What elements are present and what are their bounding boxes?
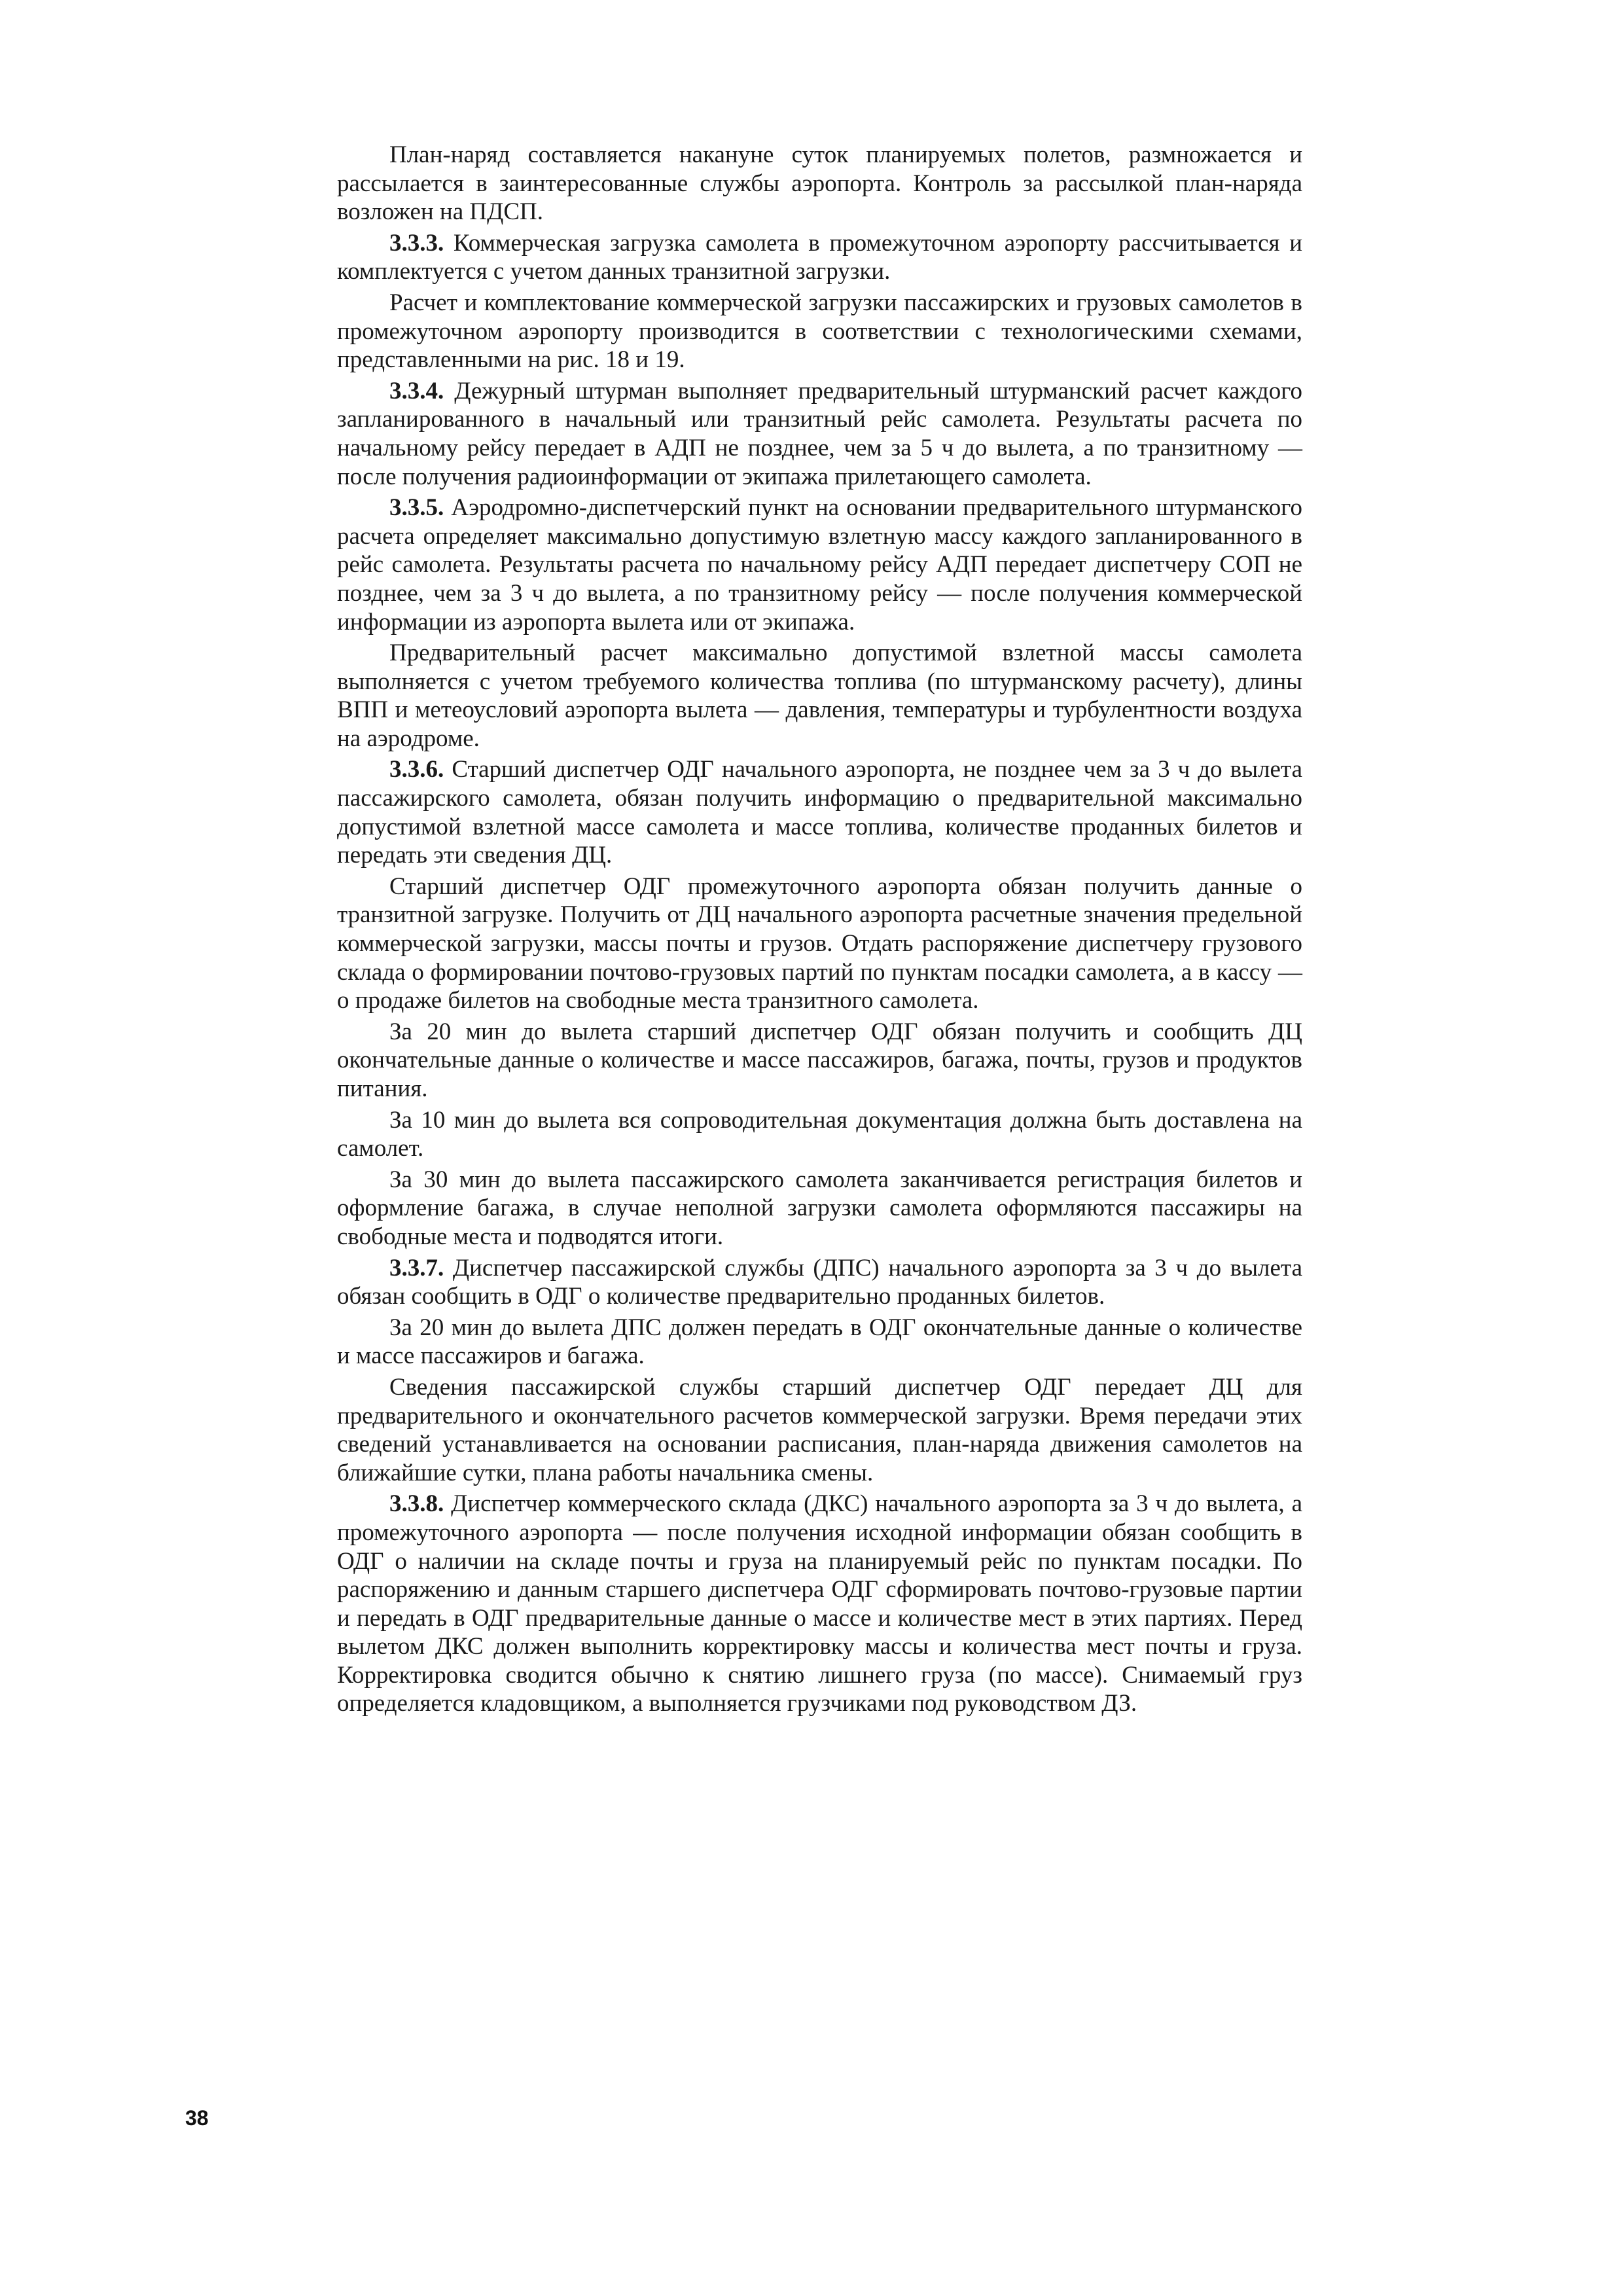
- paragraph-9: [337, 1018, 1302, 1103]
- paragraph-3: [337, 289, 1302, 374]
- paragraph-2: [337, 229, 1302, 286]
- paragraph-text: Предварительный расчет максимально допустимой взлетной массы самолета выполняется с учетом требуемого количества топлива (по штурманскому расчету), длины ВПП и метеоусловий аэропорта вылета — давления, температуры и турбулентности воздуха на аэродроме.: [337, 639, 1302, 752]
- paragraph-text: За 10 мин до вылета вся сопроводительная документация должна быть доставлена на самолет.: [337, 1106, 1302, 1162]
- paragraph-7: [337, 755, 1302, 869]
- paragraph-15: [337, 1490, 1302, 1718]
- paragraph-text: Диспетчер коммерческого склада (ДКС) начального аэропорта за 3 ч до вылета, а промежуточного аэропорта — после получения исходной информации обязан сообщить в ОДГ о наличии на складе почты и груза на планируемый рейс по пунктам посадки. По распоряжению и данным старшего диспетчера ОДГ сформировать почтово-грузовые партии и передать в ОДГ предварительные данные о массе и количестве мест в этих партиях. Перед вылетом ДКС должен выполнить корректировку массы и количества мест почты и груза. Корректировка сводится обычно к снятию лишнего груза (по массе). Снимаемый груз определяется кладовщиком, а выполняется грузчиками под руководством ДЗ.: [337, 1490, 1302, 1717]
- paragraph-text: План-наряд составляется накануне суток планируемых полетов, размножается и рассылается в заинтересованные службы аэропорта. Контроль за рассылкой план-наряда возложен на ПДСП.: [337, 141, 1302, 226]
- paragraph-11: [337, 1166, 1302, 1251]
- clause-number: 3.3.8.: [389, 1490, 444, 1518]
- paragraph-5: [337, 493, 1302, 636]
- page-number: 38: [185, 2106, 209, 2130]
- clause-number: 3.3.4.: [389, 377, 444, 404]
- paragraph-text: Аэродромно-диспетчерский пункт на основании предварительного штурманского расчета определяет максимально допустимую взлетную массу каждого запланированного в рейс самолета. Результаты расчета по начальному рейсу АДП передает диспетчеру СОП не позднее, чем за 3 ч до вылета, а по транзитному рейсу — после получения коммерческой информации из аэропорта вылета или от экипажа.: [337, 494, 1302, 636]
- paragraph-text: За 20 мин до вылета старший диспетчер ОДГ обязан получить и сообщить ДЦ окончательные данные о количестве и массе пассажиров, багажа, почты, грузов и продуктов питания.: [337, 1018, 1302, 1102]
- paragraph-text: Старший диспетчер ОДГ начального аэропорта, не позднее чем за 3 ч до вылета пассажирского самолета, обязан получить информацию о предварительной максимально допустимой взлетной массе самолета и массе топлива, количестве проданных билетов и передать эти сведения ДЦ.: [337, 756, 1302, 869]
- paragraph-text: За 20 мин до вылета ДПС должен передать в ОДГ окончательные данные о количестве и массе пассажиров и багажа.: [337, 1314, 1302, 1370]
- clause-number: 3.3.5.: [389, 494, 444, 522]
- clause-number: 3.3.3.: [389, 229, 444, 257]
- paragraph-14: [337, 1373, 1302, 1487]
- paragraph-4: [337, 377, 1302, 491]
- paragraph-13: [337, 1314, 1302, 1371]
- body-text: [337, 141, 1302, 1721]
- clause-number: 3.3.7.: [389, 1254, 444, 1282]
- paragraph-6: [337, 639, 1302, 753]
- paragraph-12: [337, 1254, 1302, 1311]
- paragraph-text: Расчет и комплектование коммерческой загрузки пассажирских и грузовых самолетов в промежуточном аэропорту производится в соответствии с технологическими схемами, представленными на рис. 18 и 19.: [337, 289, 1302, 374]
- paragraph-text: Коммерческая загрузка самолета в промежуточном аэропорту рассчитывается и комплектуется с учетом данных транзитной загрузки.: [337, 229, 1302, 285]
- paragraph-10: [337, 1106, 1302, 1163]
- paragraph-text: Дежурный штурман выполняет предварительный штурманский расчет каждого запланированного в начальный или транзитный рейс самолета. Результаты расчета по начальному рейсу передает в АДП не позднее, чем за 5 ч до вылета, а по транзитному — после получения радиоинформации от экипажа прилетающего самолета.: [337, 377, 1302, 490]
- paragraph-text: Сведения пассажирской службы старший диспетчер ОДГ передает ДЦ для предварительного и окончательного расчетов коммерческой загрузки. Время передачи этих сведений устанавливается на основании расписания, план-наряда движения самолетов на ближайшие сутки, плана работы начальника смены.: [337, 1373, 1302, 1486]
- paragraph-text: Диспетчер пассажирской службы (ДПС) начального аэропорта за 3 ч до вылета обязан сообщить в ОДГ о количестве предварительно проданных билетов.: [337, 1254, 1302, 1310]
- paragraph-text: За 30 мин до вылета пассажирского самолета заканчивается регистрация билетов и оформление багажа, в случае неполной загрузки самолета оформляются пассажиры на свободные места и подводятся итоги.: [337, 1166, 1302, 1250]
- paragraph-text: Старший диспетчер ОДГ промежуточного аэропорта обязан получить данные о транзитной загрузке. Получить от ДЦ начального аэропорта расчетные значения предельной коммерческой загрузки, массы почты и грузов. Отдать распоряжение диспетчеру грузового склада о формировании почтово-грузовых партий по пунктам посадки самолета, а в кассу — о продаже билетов на свободные места транзитного самолета.: [337, 872, 1302, 1014]
- paragraph-8: [337, 872, 1302, 1015]
- paragraph-1: [337, 141, 1302, 226]
- clause-number: 3.3.6.: [389, 756, 444, 783]
